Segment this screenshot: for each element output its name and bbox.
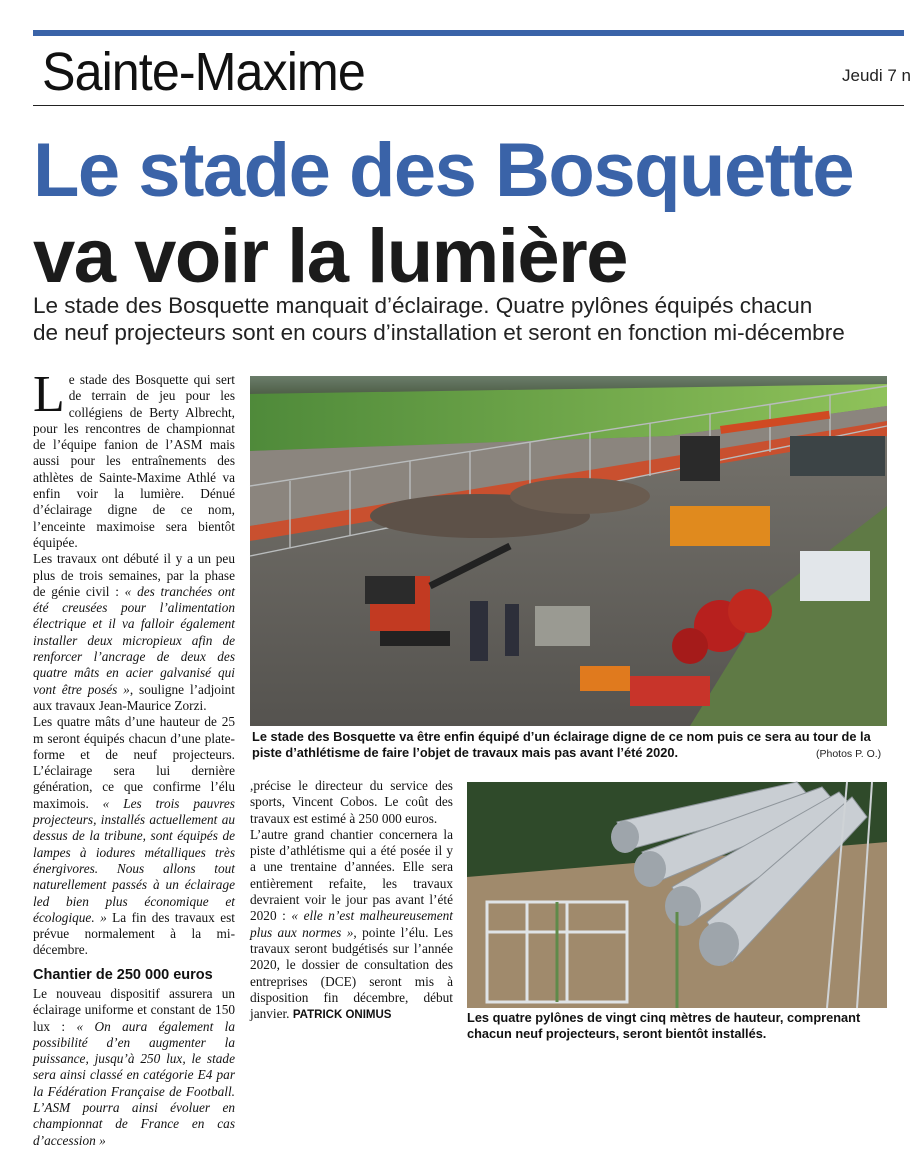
photo-2-caption: [467, 1010, 897, 1042]
headline-line-1: Le stade des Bosquette: [33, 128, 854, 213]
paragraph-4-text-a: Le nouveau dispositif assurera un éclairage uniforme et constant de 150 lux :: [33, 985, 235, 1034]
photo-credit: (Photos P. O.): [816, 748, 882, 760]
photo-2-caption-line-2: chacun neuf projecteurs, seront bientôt installés.: [467, 1026, 767, 1041]
photo-1-caption: [252, 729, 892, 761]
paragraph-2-quote: « des tranchées ont été creusées pour l’alimentation électrique et il va falloir également installer deux micropieux afin de renforcer l’ancrage de deux des quatre mâts en acier galvanisé qui vont être posés »: [33, 583, 235, 697]
paragraph-1-text: e stade des Bosquette qui sert de terrain de jeu pour les collégiens de Berty Albrecht, pour les rencontres de championnat de l’équipe fanion de l’ASM mais aussi pour les entraînements des athlètes de Sainte-Maxime Athlé va enfin voir la lumière. Dénué d’éclairage digne de ce nom, l’enceinte maximoise sera bientôt équipée.: [33, 372, 235, 550]
paragraph-3-text-a: Les quatre mâts d’une hauteur de 25 m seront équipés chacun d’une plate-forme et de neuf projecteurs. L’éclairage sera lui dernière génération, ce que confirme l’élu maximois.: [33, 714, 235, 811]
photo-1-caption-line-1: Le stade des Bosquette va être enfin équipé d’un éclairage digne de ce nom puis ce sera au tour de la: [252, 729, 871, 744]
lede-line-2: de neuf projecteurs sont en cours d’installation et seront en fonction mi-décembre: [33, 320, 845, 345]
paragraph-3-text-b: La fin des travaux est prévue normalement à la mi-décembre.: [33, 909, 235, 958]
paragraph-4-quote: « On aura également la possibilité d’en augmenter la puissance, jusqu’à 250 lux, le stade sera ainsi classé en catégorie E4 par la Fédération Française de Football. L’ASM pourra ainsi évoluer en championnat de France en cas d’accession »: [33, 1018, 235, 1148]
lede: [33, 292, 904, 346]
paragraph-2: [33, 551, 235, 714]
photo-1-caption-line-2: piste d’athlétisme de faire l’objet de travaux mais pas avant l’été 2020.: [252, 745, 679, 760]
paragraph-2-text-a: Les travaux ont débuté il y a un peu plus de trois semaines, par la phase de génie civil :: [33, 551, 235, 599]
article-column-2: [250, 778, 453, 1023]
issue-date: Jeudi 7 n: [842, 66, 911, 85]
paragraph-2-text-b: , souligne l’adjoint aux travaux Jean-Maurice Zorzi.: [33, 681, 235, 713]
photo-2-caption-line-1: Les quatre pylônes de vingt cinq mètres de hauteur, comprenant: [467, 1010, 861, 1025]
paragraph-4-cont: [250, 778, 453, 827]
paragraph-5-quote: « elle n’est malheureusement plus aux normes »: [250, 908, 453, 940]
paragraph-5-text-a: L’autre grand chantier concernera la piste d’athlétisme qui a été posée il y a une trentaine d’années. Elle sera entièrement refaite, les travaux devraient voir le jour pas avant l’été 2020 :: [250, 826, 453, 924]
byline: PATRICK ONIMUS: [292, 1009, 392, 1022]
header-rule: [33, 105, 904, 106]
photo-stadium-works: [250, 376, 887, 726]
paragraph-4: [33, 986, 235, 1149]
subheading: Chantier de 250 000 euros: [33, 966, 213, 983]
paragraph-5: [250, 827, 453, 1024]
paragraph-5-text-b: , pointe l’élu. Les travaux seront budgétisés sur l’année 2020, le dossier de consultation des entreprises (DCE) seront mis à disposition fin décembre, début janvier.: [250, 924, 453, 1022]
paragraph-1: [33, 366, 235, 551]
drop-cap: L: [33, 366, 65, 423]
section-title: Sainte-Maxime: [42, 42, 365, 102]
article-column-1: [33, 366, 235, 1149]
stadium-works-illustration: [250, 376, 887, 726]
paragraph-4-text-b: ,précise le directeur du service des sports, Vincent Cobos. Le coût des travaux est estimé à 250 000 euros.: [250, 778, 453, 826]
paragraph-3: [33, 714, 235, 958]
photo-pylons: [467, 782, 887, 1008]
pylons-illustration: [467, 782, 887, 1008]
headline-line-2: va voir la lumière: [33, 214, 627, 299]
paragraph-3-quote: « Les trois pauvres projecteurs, installés actuellement au dessus de la tribune, sont équipés de lampes à iodures métalliques très énergivores. Nous allons tout naturellement passés à un éclairage led bien plus économique et écologique. »: [33, 795, 235, 925]
lede-line-1: Le stade des Bosquette manquait d’éclairage. Quatre pylônes équipés chacun: [33, 293, 813, 318]
top-accent-bar: [33, 30, 904, 36]
